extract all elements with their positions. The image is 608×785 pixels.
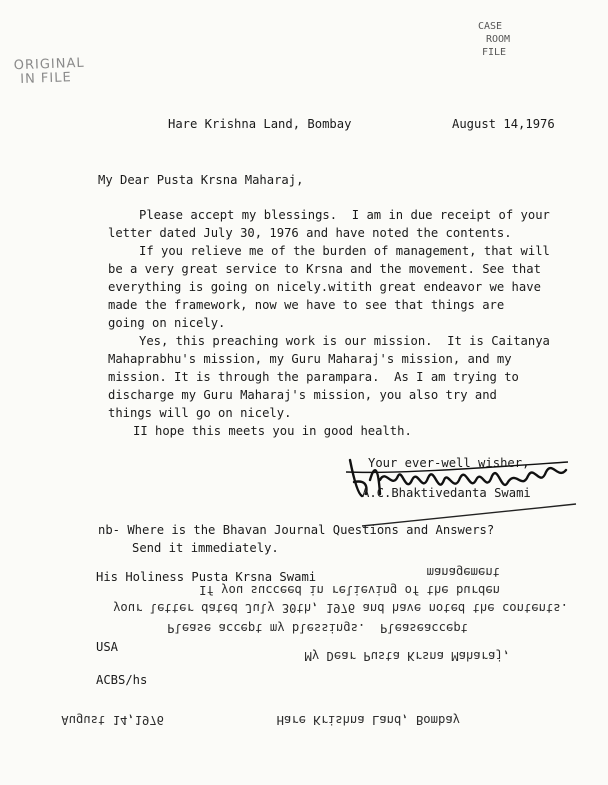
corner-stamp-line: ROOM [486,34,511,45]
letter-date: August 14,1976 [452,117,555,131]
show-through-line: If you succeed in relieving of the burden [199,583,500,597]
signatory: A.C.Bhaktivedanta Swami [362,486,531,500]
initials: ACBS/hs [96,673,148,687]
show-through-line: management [426,565,500,579]
body-line: going on nicely. [108,316,226,330]
salutation: My Dear Pusta Krsna Maharaj, [98,173,304,187]
postscript-line: nb- Where is the Bhavan Journal Questions and Answers? [98,523,495,537]
body-line: everything is going on nicely.witith great endeavor we have [108,280,541,294]
corner-stamp-line: FILE [482,47,507,58]
postscript-line: Send it immediately. [132,541,279,555]
body-line: discharge my Guru Maharaj's mission, you also try and [108,388,497,402]
addressee-name: His Holiness Pusta Krsna Swami [96,570,317,584]
body-line: things will go on nicely. [108,406,292,420]
closing: Your ever-well wisher, [368,456,530,470]
body-line: letter dated July 30, 1976 and have noted the contents. [108,226,512,240]
body-line: Yes, this preaching work is our mission. It is Caitanya [139,334,550,348]
body-line: made the framework, now we have to see that things are [108,298,505,312]
body-line: Mahaprabhu's mission, my Guru Maharaj's mission, and my [108,352,512,366]
body-line: be a very great service to Krsna and the movement. See that [108,262,541,276]
show-through-line: Please accept my blessings. Pleaseaccept [167,621,468,635]
stamp-line-2: IN FILE [19,70,72,88]
show-through-line: August 14,1976 [61,713,164,727]
stamp-line-1: ORIGINAL [13,55,85,74]
body-line: mission. It is through the parampara. As I am trying to [108,370,519,384]
body-line: II hope this meets you in good health. [133,424,412,438]
letter-place: Hare Krishna Land, Bombay [168,117,352,131]
show-through-line: My Dear Pusta Krsna Maharaj, [304,649,510,663]
body-line: If you relieve me of the burden of management, that will [139,244,550,258]
show-through-line: Hare Krishna Land, Bombay [276,713,460,727]
body-line: Please accept my blessings. I am in due receipt of your [139,208,550,222]
addressee-country: USA [96,640,119,654]
show-through-line: your letter dated July 30th, 1976 and have noted the contents. [113,601,568,615]
corner-stamp-line: CASE [478,21,503,32]
